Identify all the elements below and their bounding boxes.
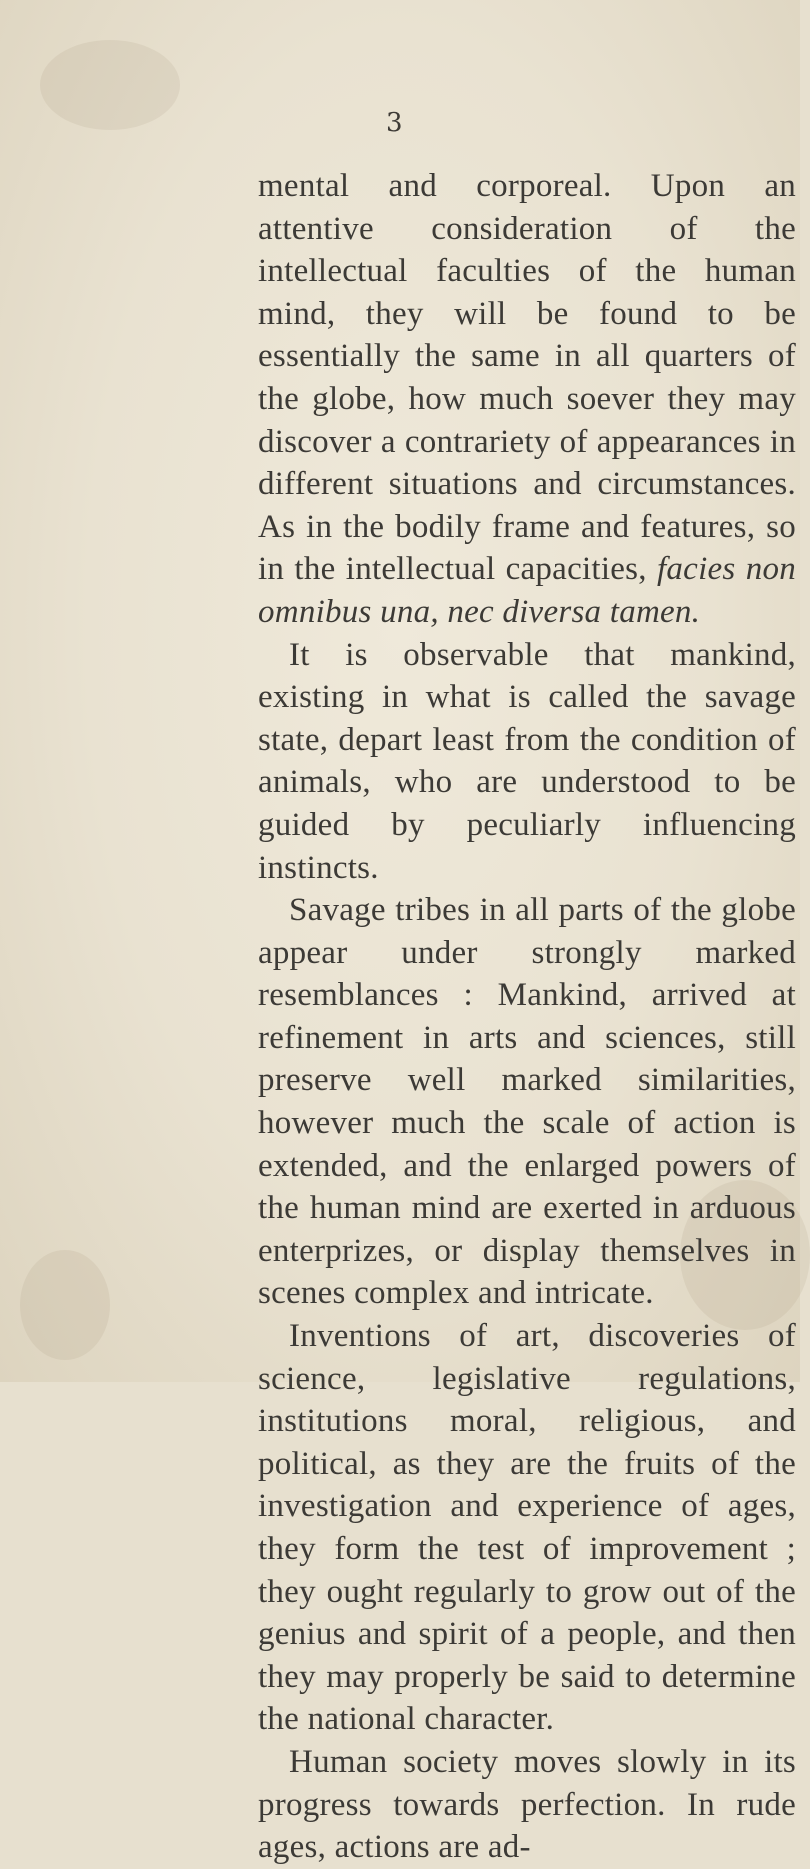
paragraph — [258, 1741, 796, 1869]
paragraph — [258, 1315, 796, 1741]
paragraph-text: Inventions of art, discoveries of science, legislative regulations, institutions moral, religious, and political, as they are the fruits of the investigation and experience of ages, they form the test of improvement ; they ought regularly to grow out of the genius and spirit of a people, and then they may properly be said to determine the national character. — [258, 1318, 796, 1738]
latin-quotation: facies non omnibus una, nec diversa tamen. — [258, 551, 796, 630]
body-text — [258, 165, 796, 1869]
paragraph-text: Human society moves slowly in its progress towards perfection. In rude ages, actions are ad- — [258, 1743, 796, 1866]
paragraph-text: mental and corporeal. Upon an attentive consideration of the intellectual faculties of the human mind, they will be found to be essentially the same in all quarters of the globe, how much soever they may discover a contrariety of appearances in different situations and circumstances. As in the bodily frame and features, so in the intellectual capacities, — [258, 168, 796, 588]
paragraph — [258, 634, 796, 890]
paragraph-text: It is observable that mankind, existing in what is called the savage state, depart least from the condition of animals, who are understood to be guided by peculiarly influencing instincts. — [258, 636, 796, 886]
paper-stain — [40, 40, 180, 130]
paper-stain — [20, 1250, 110, 1360]
paragraph — [258, 889, 796, 1315]
paragraph-text: Savage tribes in all parts of the globe appear under strongly marked resemblances : Mankind, arrived at refinement in arts and sciences, still preserve well marked similarities, however much the scale of action is extended, and the enlarged powers of the human mind are exerted in arduous enterprizes, or display themselves in scenes complex and intricate. — [258, 892, 796, 1312]
paragraph — [258, 165, 796, 634]
page-number: 3 — [386, 108, 403, 138]
